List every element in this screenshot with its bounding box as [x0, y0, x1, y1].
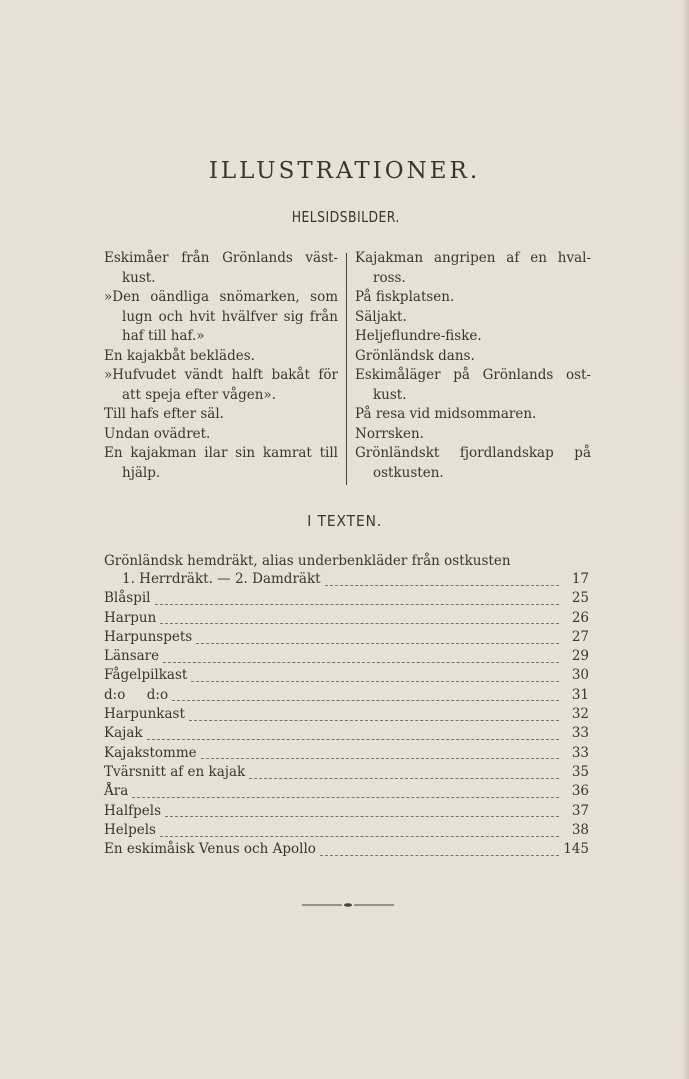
toc-row [104, 745, 589, 764]
toc-row [104, 667, 589, 686]
full-page-heading [0, 208, 689, 226]
toc-row [104, 764, 589, 783]
toc-page-number: 38 [571, 821, 589, 838]
full-page-illustration-entry: Norrsken. [355, 425, 424, 442]
toc-label: Tvärsnitt af en kajak [104, 763, 246, 780]
full-page-list-left [104, 249, 338, 483]
toc-page-number: 33 [571, 744, 589, 761]
toc-page-number: 33 [571, 725, 589, 742]
toc-leader [191, 680, 559, 682]
toc-page-number: 30 [571, 667, 589, 684]
toc-page-number: 29 [571, 648, 589, 665]
toc-page-number: 37 [571, 802, 589, 819]
toc-label: En eskimåisk Venus och Apollo [104, 841, 316, 858]
toc-row [104, 687, 589, 706]
toc-label: Fågelpilkast [104, 667, 188, 684]
full-page-illustration-entry: Kajakman angripen af en hval-ross. [355, 250, 591, 286]
page-title: ILLUSTRATIONER. [208, 158, 481, 184]
full-page-list [104, 249, 593, 485]
toc-leader [165, 815, 559, 817]
toc-leader [249, 777, 559, 779]
toc-label: Helpels [104, 821, 156, 838]
text-intro: Grönländsk hemdräkt, alias underbenkläder från ostkusten [104, 553, 511, 569]
toc-label: 1. Herrdräkt. — 2. Damdräkt [122, 571, 321, 587]
toc-row [104, 706, 589, 725]
toc-row [104, 725, 589, 744]
toc-leader [172, 699, 559, 701]
toc-page-number: 35 [571, 763, 589, 780]
full-page-illustration-entry: Eskimåläger på Grönlands ost-kust. [355, 367, 591, 403]
toc-label: Harpunkast [104, 706, 185, 723]
toc-leader [147, 738, 559, 740]
toc-page-number: 27 [571, 628, 589, 645]
toc-row [104, 629, 589, 648]
column-divider [346, 253, 347, 485]
full-page-illustration-entry: På fiskplatsen. [355, 289, 455, 305]
toc-row [104, 803, 589, 822]
toc-leader [201, 757, 559, 759]
toc-label: Länsare [104, 648, 160, 665]
toc-row [104, 571, 589, 590]
toc-leader [160, 835, 559, 837]
toc-label: Harpun [104, 609, 157, 626]
toc-label: Kajak [104, 725, 143, 742]
toc-row [104, 841, 589, 860]
toc-row [104, 822, 589, 841]
full-page-illustration-entry: Grönländsk dans. [355, 347, 475, 364]
toc-label: Harpunspets [104, 628, 193, 645]
toc-page-number: 26 [571, 609, 589, 626]
toc-row [104, 590, 589, 609]
full-page-heading-text: HELSIDSBILDER. [291, 208, 400, 226]
full-page-illustration-entry: Eskimåer från Grönlands väst-kust. [104, 250, 338, 286]
full-page-illustration-entry: En kajakbåt beklädes. [104, 347, 255, 364]
full-page-illustration-entry: Till hafs efter säl. [104, 406, 224, 422]
text-heading-text: I TEXTEN. [307, 512, 382, 530]
toc-page-number: 32 [571, 706, 589, 723]
toc-page-number: 17 [571, 571, 589, 587]
toc-leader [196, 642, 559, 644]
toc-leader [325, 584, 559, 586]
toc-row [104, 783, 589, 802]
toc-page-number: 145 [563, 841, 589, 858]
toc-label: Åra [104, 783, 129, 800]
full-page-illustration-entry: Grönländskt fjordlandskap på ostkusten. [355, 445, 591, 481]
toc-row [104, 648, 589, 667]
full-page-illustration-entry: Säljakt. [355, 308, 407, 325]
full-page-illustration-entry: På resa vid midsommaren. [355, 406, 537, 422]
toc-leader [132, 796, 559, 798]
toc-page-number: 31 [571, 686, 589, 703]
full-page-illustration-entry: Undan ovädret. [104, 425, 211, 442]
full-page-illustration-entry: Heljeflundre-fiske. [355, 328, 482, 344]
toc-leader [320, 854, 559, 856]
full-page-illustration-entry: »Den oändliga snömarken, som lugn och hvit hvälfver sig från haf till haf.» [104, 289, 338, 344]
toc-label: Halfpels [104, 802, 162, 819]
toc-label: Blåspil [104, 590, 151, 607]
toc-leader [189, 719, 559, 721]
toc-row [104, 610, 589, 629]
text-heading [0, 512, 689, 530]
toc-label: Kajakstomme [104, 744, 197, 761]
full-page-list-right [355, 249, 591, 483]
toc-page-number: 36 [571, 783, 589, 800]
toc-page-number: 25 [571, 590, 589, 607]
full-page-illustration-entry: En kajakman ilar sin kamrat till hjälp. [104, 445, 338, 481]
toc-leader [160, 622, 559, 624]
text-illustration-list [104, 571, 589, 860]
toc-leader [163, 661, 559, 663]
ornament-divider [302, 902, 394, 908]
toc-leader [155, 603, 560, 605]
full-page-illustration-entry: »Hufvudet vändt halft bakåt för att speja efter vågen». [104, 367, 338, 403]
toc-label: d:o d:o [104, 686, 169, 703]
